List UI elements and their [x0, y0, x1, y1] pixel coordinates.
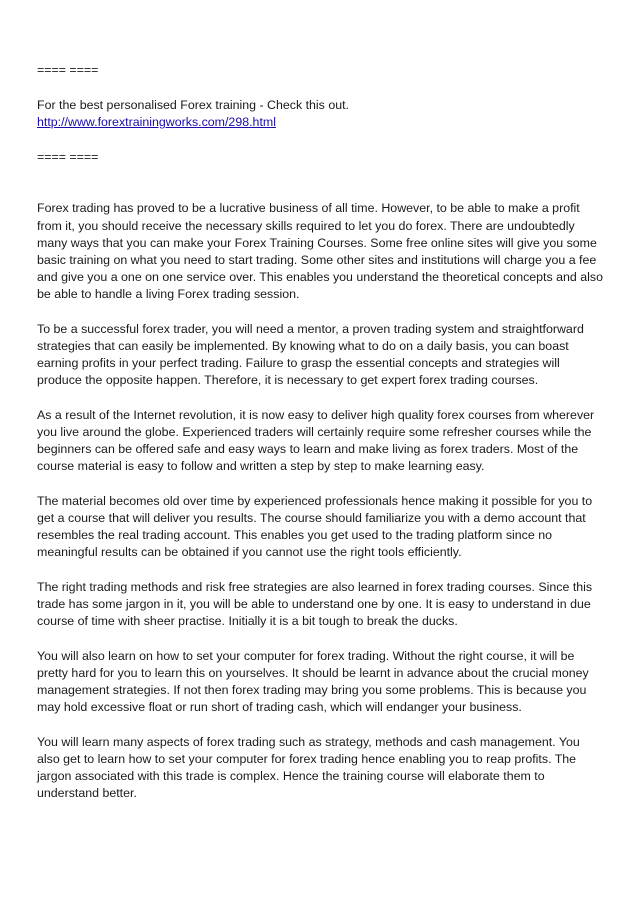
paragraph-2: To be a successful forex trader, you will need a mentor, a proven trading system and straightforward strategies that can easily be implemented. By knowing what to do on a daily basis, you can boast earning profits in your perfect trading. Failure to grasp the essential concepts and strategies will produce the opposite happen. Therefore, it is necessary to get expert forex trading courses. — [37, 321, 584, 388]
separator-bottom: ==== ==== — [37, 150, 99, 165]
paragraph-6: You will also learn on how to set your computer for forex trading. Without the right course, it will be pretty hard for you to learn this on yourselves. It should be learnt in advance about the crucial money management strategies. If not then forex trading may bring you some problems. This is because you may hold excessive float or run short of trading cash, which will endanger your business. — [37, 648, 589, 715]
intro-text: For the best personalised Forex training - Check this out. — [37, 98, 349, 112]
paragraph-4: The material becomes old over time by experienced professionals hence making it possible for you to get a course that will deliver you results. The course should familiarize you with a demo account that resembles the real trading account. This enables you get used to the trading platform since no meaningful results can be obtained if you cannot use the right tools efficiently. — [37, 493, 593, 560]
paragraph-1: Forex trading has proved to be a lucrative business of all time. However, to be able to make a profit from it, you should receive the necessary skills required to let you do forex. There are undoubtedly many ways that you can make your Forex Training Courses. Some free online sites will give you some basic training on what you need to start trading. Some other sites and institutions will charge you a fee and give you a one on one service over. This enables you understand the theoretical concepts and also be able to handle a living Forex trading session. — [37, 201, 603, 302]
spacer — [37, 131, 605, 149]
separator-top: ==== ==== — [37, 63, 99, 77]
paragraph-5: The right trading methods and risk free strategies are also learned in forex trading courses. Since this trade has some jargon in it, you will be able to understand one by one. It is easy to understand in due course of time with sheer practise. Initially it is a bit tough to break the ducks. — [37, 579, 593, 629]
paragraph-7: You will learn many aspects of forex trading such as strategy, methods and cash management. You also get to learn how to set your computer for forex trading hence enabling you to reap profits. The jargon associated with this trade is complex. Hence the training course will elaborate them to understand better. — [37, 734, 580, 801]
paragraph-3: As a result of the Internet revolution, it is now easy to deliver high quality forex courses from wherever you live around the globe. Experienced traders will certainly require some refresher courses while the beginners can be offered safe and easy ways to learn and make living as forex traders. Most of the course material is easy to follow and written a step by step to make learning easy. — [37, 407, 595, 474]
spacer — [37, 79, 605, 97]
spacer — [37, 166, 605, 200]
document-page — [37, 62, 605, 820]
training-link[interactable]: http://www.forextrainingworks.com/298.html — [37, 115, 276, 130]
